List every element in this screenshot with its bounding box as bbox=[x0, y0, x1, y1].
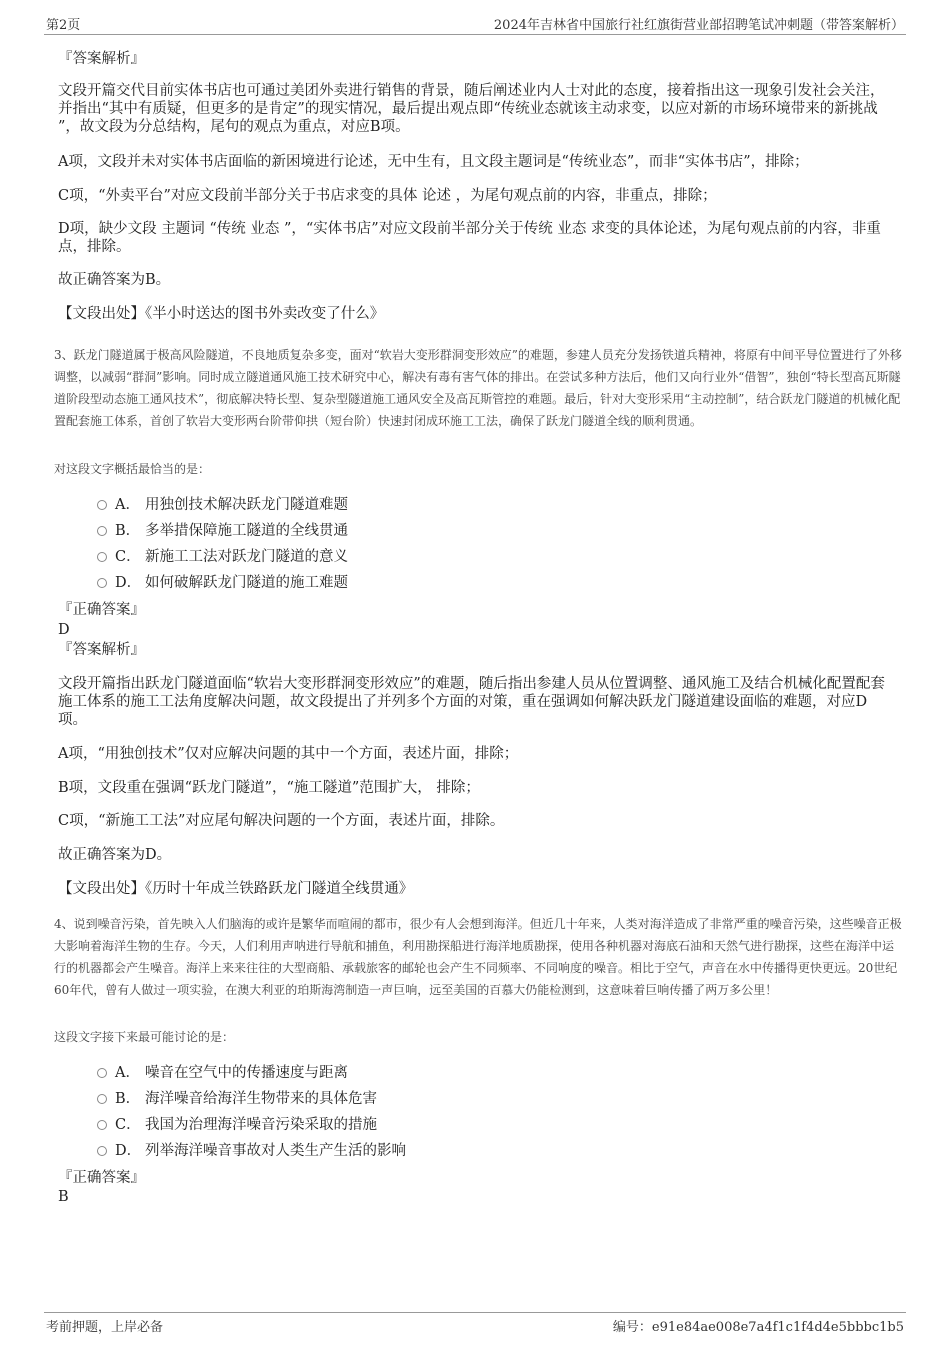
option-a[interactable]: A． 噪音在空气中的传播速度与距离 bbox=[97, 1063, 348, 1083]
answer-value: D bbox=[58, 622, 70, 638]
answer-label: 『正确答案』 bbox=[58, 1170, 145, 1186]
question-stem: 4、说到噪音污染，首先映入人们脑海的或许是繁华而喧闹的都市，很少有人会想到海洋。但近几十年来，人类对海洋造成了非常严重的噪音污染，这些噪音正极大影响着海洋生物的生存。今天，人们利用声呐进行导航和捕鱼，利用勘探船进行海洋地质勘探，使用各种机器对海底石油和天然气进行勘探，这些在海洋中运行的机器都会产生噪音。海洋上来来往往的大型商船、承载旅客的邮轮也会产生不同频率、不同响度的噪音。相比于空气，声音在水中传播得更快更远。20世纪60年代，曾有人做过一项实验，在澳大利亚的珀斯海湾制造一声巨响，远至美国的百慕大仍能检测到，这意味着巨响传播了两万多公里！ bbox=[54, 917, 902, 997]
radio-icon[interactable] bbox=[97, 1068, 107, 1078]
footer-slogan: 考前押题，上岸必备 bbox=[46, 1320, 164, 1335]
analysis-conclusion: 故正确答案为B。 bbox=[58, 272, 171, 288]
analysis-paragraph: A项，“用独创技术”仅对应解决问题的其中一个方面，表述片面，排除； bbox=[58, 746, 519, 762]
page-header bbox=[44, 12, 906, 35]
radio-icon[interactable] bbox=[97, 526, 107, 536]
analysis-paragraph: 文段开篇交代目前实体书店也可通过美团外卖进行销售的背景，随后阐述业内人士对此的态度，接着指出这一现象引发社会关注，并指出“其中有质疑，但更多的是肯定”的现实情况，最后提出观点即“传统业态就该主动求变，以应对新的市场环境带来的新挑战 ”，故文段为分总结构，尾句的观点为重点，对应B项。 bbox=[58, 83, 885, 135]
option-a[interactable]: A． 用独创技术解决跃龙门隧道难题 bbox=[97, 495, 348, 515]
document-code: 编号：e91e84ae008e7a4f1c1f4d4e5bbbc1b5 bbox=[612, 1320, 904, 1335]
analysis-label: 『答案解析』 bbox=[58, 51, 145, 67]
option-d[interactable]: D． 列举海洋噪音事故对人类生产生活的影响 bbox=[97, 1141, 406, 1161]
option-c[interactable]: C． 我国为治理海洋噪音污染采取的措施 bbox=[97, 1115, 377, 1135]
option-d[interactable]: D． 如何破解跃龙门隧道的施工难题 bbox=[97, 573, 348, 593]
analysis-paragraph: D项，缺少文段 主题词 “传统 业态 ”，“实体书店”对应文段前半部分关于传统 业态 求变的具体论述，为尾句观点前的内容，非重点，排除。 bbox=[58, 221, 881, 255]
analysis-paragraph: C项，“外卖平台”对应文段前半部分关于书店求变的具体 论述 ，为尾句观点前的内容，非重点，排除； bbox=[58, 188, 717, 204]
question-prompt: 这段文字接下来最可能讨论的是： bbox=[54, 1030, 235, 1044]
option-b[interactable]: B． 海洋噪音给海洋生物带来的具体危害 bbox=[97, 1089, 377, 1109]
analysis-paragraph: 文段开篇指出跃龙门隧道面临“软岩大变形群洞变形效应”的难题，随后指出参建人员从位置调整、通风施工及结合机械化配置配套施工体系的施工工法角度解决问题，故文段提出了并列多个方面的对策，重在强调如何解决跃龙门隧道建设面临的难题，对应D项。 bbox=[58, 676, 885, 728]
radio-icon[interactable] bbox=[97, 552, 107, 562]
radio-icon[interactable] bbox=[97, 578, 107, 588]
answer-label: 『正确答案』 bbox=[58, 602, 145, 618]
answer-value: B bbox=[58, 1189, 69, 1205]
source-citation: 【文段出处】《历时十年成兰铁路跃龙门隧道全线贯通》 bbox=[58, 881, 414, 897]
radio-icon[interactable] bbox=[97, 1120, 107, 1130]
analysis-paragraph: C项，“新施工工法”对应尾句解决问题的一个方面，表述片面，排除。 bbox=[58, 813, 505, 829]
option-c[interactable]: C． 新施工工法对跃龙门隧道的意义 bbox=[97, 547, 348, 567]
option-b[interactable]: B． 多举措保障施工隧道的全线贯通 bbox=[97, 521, 348, 541]
analysis-label: 『答案解析』 bbox=[58, 642, 145, 658]
radio-icon[interactable] bbox=[97, 500, 107, 510]
analysis-paragraph: B项，文段重在强调“跃龙门隧道”，“施工隧道”范围扩大， 排除； bbox=[58, 780, 480, 796]
analysis-conclusion: 故正确答案为D。 bbox=[58, 847, 172, 863]
page-number: 第2页 bbox=[46, 18, 81, 33]
question-prompt: 对这段文字概括最恰当的是： bbox=[54, 462, 211, 476]
question-stem: 3、跃龙门隧道属于极高风险隧道，不良地质复杂多变，面对“软岩大变形群洞变形效应”的难题，参建人员充分发扬铁道兵精神，将原有中间平导位置进行了外移调整，以减弱“群洞”影响。同时成立隧道通风施工技术研究中心，解决有毒有害气体的排出。在尝试多种方法后，他们又向行业外“借智”，独创“特长型高瓦斯隧道阶段型动态施工通风技术”，彻底解决特长型、复杂型隧道施工通风安全及高瓦斯管控的难题。最后，针对大变形采用“主动控制”，结合跃龙门隧道的机械化配置配套施工体系，首创了软岩大变形两台阶带仰拱（短台阶）快速封闭成环施工工法，确保了跃龙门隧道全线的顺利贯通。 bbox=[54, 348, 902, 428]
document-title: 2024年吉林省中国旅行社红旗街营业部招聘笔试冲刺题（带答案解析） bbox=[493, 18, 904, 33]
analysis-paragraph: A项，文段并未对实体书店面临的新困境进行论述，无中生有，且文段主题词是“传统业态”，而非“实体书店”，排除； bbox=[58, 154, 809, 170]
page-footer bbox=[44, 1312, 906, 1337]
radio-icon[interactable] bbox=[97, 1146, 107, 1156]
radio-icon[interactable] bbox=[97, 1094, 107, 1104]
source-citation: 【文段出处】《半小时送达的图书外卖改变了什么》 bbox=[58, 306, 385, 322]
